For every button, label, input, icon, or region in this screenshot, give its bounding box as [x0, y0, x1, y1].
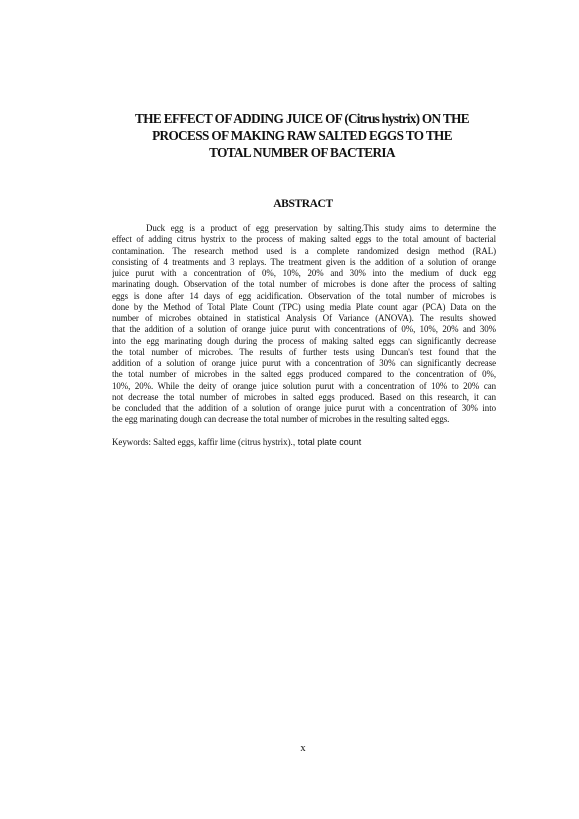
abstract-line: not decrease the total number of microbes in salted eggs produced. Based on this research, it can	[112, 391, 496, 402]
keywords-terms: Keywords: Salted eggs, kaffir lime (citrus hystrix).	[112, 437, 293, 447]
abstract-line: effect of adding citrus hystrix to the process of making salted eggs to the total amount of bacterial	[112, 234, 496, 245]
abstract-line: into the egg marinating dough during the process of making salted eggs can significantly decrease	[112, 335, 496, 346]
paper-title	[100, 110, 504, 161]
abstract-line: number of microbes obtained in statistical Analysis Of Variance (ANOVA). The results showed	[112, 313, 496, 323]
abstract-line: that the addition of a solution of orange juice purut with concentrations of 0%, 10%, 20% and 30%	[112, 324, 496, 335]
abstract-line: the total number of microbes in the salted eggs produced compared to the concentration of 0%,	[112, 369, 496, 380]
abstract-line: the total number of microbes. The results of further tests using Duncan's test found that the	[112, 346, 496, 357]
title-line-2: PROCESS OF MAKING RAW SALTED EGGS TO THE	[152, 128, 452, 143]
abstract-line: contamination. The research method used is a complete randomized design method (RAL)	[112, 245, 496, 256]
abstract-line: the egg marinating dough can decrease the total number of microbes in the resulting salted eggs.	[112, 414, 450, 425]
abstract-line: consisting of 4 treatments and 3 replays. The treatment given is the addition of a solution of orange	[112, 256, 496, 267]
abstract-heading: ABSTRACT	[273, 198, 333, 210]
title-line-3: TOTAL NUMBER OF BACTERIA	[209, 145, 395, 160]
title-scientific-name: (Citrus hystrix)	[344, 111, 420, 126]
title-line-1-pre: THE EFFECT OF ADDING JUICE OF	[135, 111, 345, 126]
title-line-1-post: ON THE	[419, 111, 469, 126]
keywords-separator: ,	[292, 437, 296, 447]
abstract-line: eggs is done after 14 days of egg acidification. Observation of the total number of microbes is	[112, 290, 496, 301]
abstract-line: Duck egg is a product of egg preservation by salting.This study aims to determine the	[146, 223, 496, 233]
abstract-line: marinating dough. Observation of the total number of microbes is done after the process of salting	[112, 279, 496, 290]
abstract-line: 10%, 20%. While the deity of orange juice solution purut with a concentration of 10% to 20% can	[112, 380, 496, 391]
abstract-line: done by the Method of Total Plate Count (TPC) using media Plate count agar (PCA) Data on the	[112, 301, 496, 312]
abstract-line: be concluded that the addition of a solution of orange juice purut with a concentration of 30% into	[112, 403, 496, 413]
keywords-last-term: total plate count	[295, 437, 362, 447]
page-number: x	[300, 743, 306, 754]
abstract-line: addition of a solution of orange juice purut with a concentration of 30% can significantly decrease	[112, 358, 496, 368]
keywords	[112, 437, 496, 448]
abstract-line: juice purut with a concentration of 0%, 10%, 20% and 30% into the medium of duck egg	[112, 268, 496, 278]
abstract-body	[112, 223, 496, 426]
title-line-1	[100, 110, 504, 127]
